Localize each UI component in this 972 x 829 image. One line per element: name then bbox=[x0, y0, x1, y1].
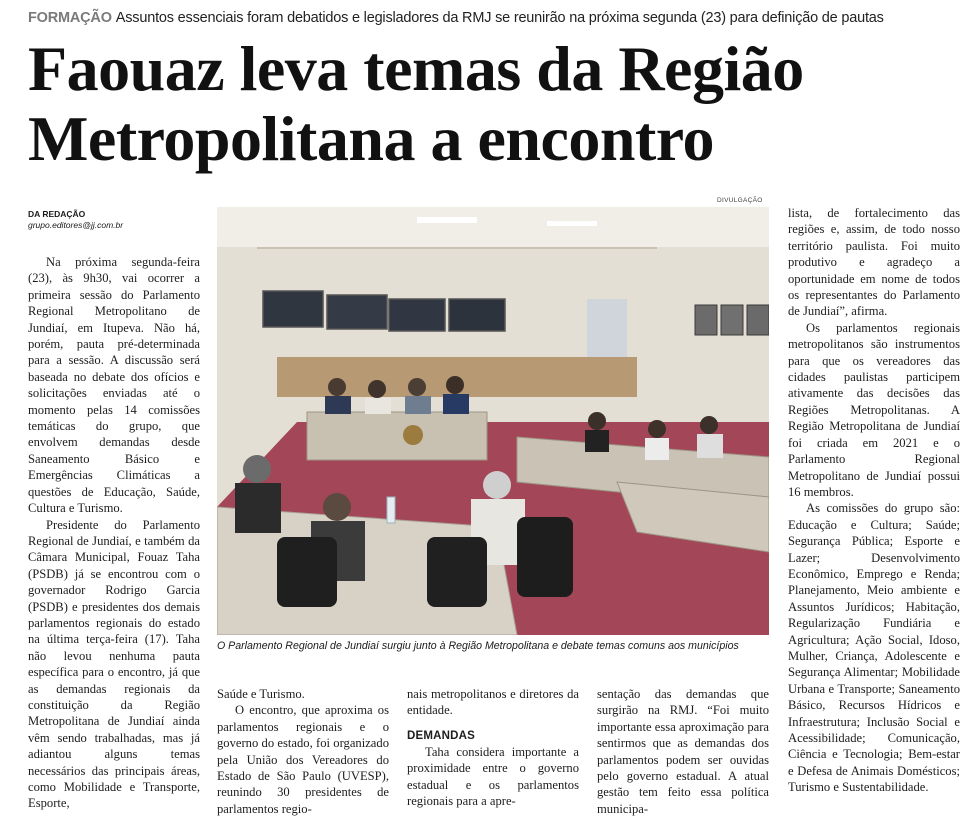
body-column-3 bbox=[407, 686, 579, 829]
article-photo bbox=[217, 207, 769, 635]
photo-caption: O Parlamento Regional de Jundiaí surgiu junto à Região Metropolitana e debate temas comuns aos municípios bbox=[217, 640, 739, 652]
paragraph: sentação das demandas que surgirão na RMJ. “Foi muito importante essa aproximação para sentirmos que as demandas dos parlamentos podem ser ouvidas pelo governo estadual. A atual gestão tem feito essa política municipa- bbox=[597, 687, 769, 816]
paragraph: As comissões do grupo são: Educação e Cultura; Saúde; Segurança Pública; Esporte e Lazer; Desenvolvimento Econômico, Emprego e Renda; Planejamento, Meio ambiente e Assuntos Jurídicos; Habitação, Regularização Fundiária e Agricultura; Ação Social, Idoso, Mulher, Criança, Adolescente e Segurança Alimentar; Mobilidade Urbana e Transporte; Saneamento Básico, Recursos Hídricos e Infraestrutura; Inclusão Social e Acessibilidade; Comunicação, Ciência e Tecnologia; Bem-estar e Defesa de Animais Domésticos; Turismo e Sustentabilidade. bbox=[788, 501, 960, 795]
headline bbox=[28, 34, 958, 174]
body-column-1 bbox=[28, 254, 200, 829]
photo-credit: DIVULGAÇÃO bbox=[717, 197, 763, 204]
paragraph: Saúde e Turismo. bbox=[217, 687, 305, 701]
paragraph: O encontro, que aproxima os parlamentos regionais e o governo do estado, foi organizado pela União dos Vereadores do Estado de São Paulo (UVESP), reunindo 30 presidentes de parlamentos regio- bbox=[217, 703, 389, 816]
kicker-text: Assuntos essenciais foram debatidos e legisladores da RMJ se reunirão na próxima segunda (23) para definição de pautas bbox=[115, 10, 884, 26]
paragraph: Presidente do Parlamento Regional de Jundiaí, e também da Câmara Municipal, Fouaz Taha (PSDB) já se encontrou com o governador Rodrigo Garcia (PSDB) e presidentes dos demais parlamentos regionais do estado na última terça-feira (17). Taha não levou nenhuma pauta específica para o encontro, já que as demandas regionais da constituição da Região Metropolitana de Jundiaí ainda vêm sendo trabalhadas, mas já adiantou alguns temas necessários das principais áreas, como Mobilidade e Transporte, Esporte, bbox=[28, 517, 200, 811]
paragraph: Os parlamentos regionais metropolitanos são instrumentos para que os vereadores das cidades paulistas participem ativamente das decisões das Regiões Metropolitanas. A Região Metropolitana de Jundiaí foi criada em 2021 e o Parlamento Regional Metropolitano de Jundiaí possui 16 membros. bbox=[788, 320, 960, 499]
byline-author: DA REDAÇÃO bbox=[28, 209, 86, 219]
byline bbox=[28, 209, 208, 231]
headline-line-2: Metropolitana a encontro bbox=[28, 103, 714, 174]
body-column-5 bbox=[788, 205, 960, 829]
headline-line-1: Faouaz leva temas da Região bbox=[28, 33, 804, 104]
section-tag: FORMAÇÃO bbox=[28, 10, 112, 26]
paragraph: Taha considera importante a proximidade entre o governo estadual e os parlamentos regionais para a apre- bbox=[407, 744, 579, 809]
kicker bbox=[28, 8, 968, 28]
paragraph: lista, de fortalecimento das regiões e, assim, de todo nosso território paulista. Foi muito produtivo e agradeço a oportunidade em nome de todos os representantes do Parlamento de Jundiaí”, afirma. bbox=[788, 206, 960, 319]
body-column-4 bbox=[597, 686, 769, 829]
section-heading: DEMANDAS bbox=[407, 729, 476, 742]
paragraph: nais metropolitanos e diretores da entidade. bbox=[407, 687, 579, 718]
paragraph: Na próxima segunda-feira (23), às 9h30, vai ocorrer a primeira sessão do Parlamento Regional Metropolitano de Jundiaí, em Itupeva. Não há, porém, pauta pré-determinada para a sessão. A discussão será baseada no debate dos ofícios e solicitações enviadas até o momento pelas 14 comissões temáticas do grupo, que envolvem demandas desde Saneamento Básico e Emergências Climáticas a questões de Educação, Saúde, Cultura e Turismo. bbox=[28, 255, 200, 516]
council-chamber-illustration bbox=[217, 207, 769, 635]
byline-email: grupo.editores@jj.com.br bbox=[28, 220, 124, 230]
body-column-2 bbox=[217, 686, 389, 829]
